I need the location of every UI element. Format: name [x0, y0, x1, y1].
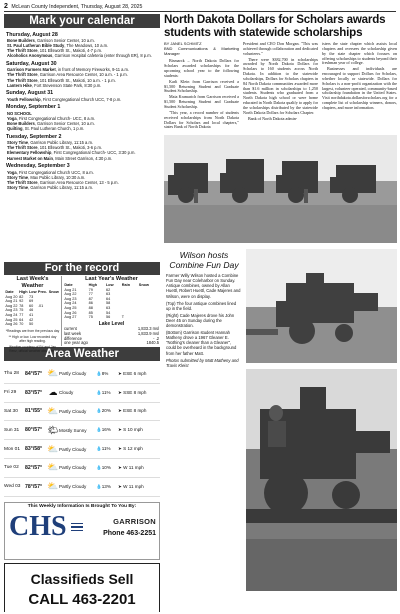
article-paragraph: Bank of North Dakota admin- [248, 115, 298, 121]
article-paragraph: Karli Klein from Garrison received a $1,500 Returning Student and Graduate Student Scholarship. [164, 78, 239, 94]
event-name: Quilting [7, 126, 23, 132]
forecast-day: Tue 02 [4, 465, 19, 471]
event-name: The Thrift Store [7, 48, 38, 54]
raindrop-icon: 💧 [96, 446, 102, 452]
calendar-day-heading: Wednesday, September 3 [6, 163, 70, 170]
sponsor-phone: Phone 463-2251 [103, 530, 156, 537]
forecast-temp: 81°/55° [25, 408, 43, 415]
calendar-event [6, 126, 159, 131]
wind-icon: ➤ [118, 446, 124, 452]
table-header-cell: Rain [121, 283, 131, 287]
table-cell: 58 [105, 301, 111, 306]
table-cell [38, 322, 49, 327]
table-row [5, 322, 60, 327]
wind-icon: ➤ [118, 389, 124, 395]
classifieds-headline: Classifieds Sell [30, 571, 134, 587]
partly-cloudy-icon: ⛅ [47, 368, 59, 379]
event-name: Story Time [7, 184, 29, 190]
forecast-precip-value: 20% [101, 408, 111, 414]
forecast-wind [118, 427, 160, 433]
forecast-row [4, 459, 160, 478]
table-cell: Aug 26 [5, 322, 18, 327]
event-detail: , First Congregational Church UCC, 7-8 p.m. [40, 96, 122, 102]
event-name: Story Time [7, 174, 29, 180]
last-week-weather [5, 276, 62, 353]
table-header-cell: Date [64, 283, 73, 287]
photo-gleaner [246, 369, 397, 591]
area-weather-forecast [4, 361, 160, 501]
chs-logo-mark-icon [71, 523, 83, 532]
forecast-day: Thu 28 [4, 371, 19, 377]
table-cell: 75 [19, 308, 24, 313]
table-cell: 85 [88, 310, 93, 315]
table-row [64, 315, 159, 320]
table-header-cell: Low [105, 283, 114, 287]
calendar-day [6, 163, 159, 190]
forecast-temp: 84°/57° [25, 370, 43, 377]
article-byline: BY JANEL SCHMITZ BND Communications & Marketing Manager [164, 41, 239, 56]
calendar-event [6, 83, 159, 88]
table-cell: Aug 27 [64, 315, 77, 320]
table-cell: 78 [19, 303, 24, 308]
table-header-cell: High [19, 290, 28, 294]
table-cell: 64 [105, 296, 111, 301]
event-detail: , Fort Stevenson State Park, 8:30 p.m. [31, 82, 102, 88]
table-cell: 46 [28, 308, 34, 313]
forecast-row [4, 421, 160, 440]
forecast-precip [96, 408, 118, 414]
caption-paragraph: (Right) Cade Majeres drove his John Deer 45 on Sunday during the demonstration. [166, 312, 235, 329]
forecast-precip-value: 8% [101, 370, 109, 376]
record-section [4, 275, 160, 353]
forecast-condition: Cloudy [59, 390, 74, 396]
calendar-day-heading: Thursday, August 28 [6, 31, 58, 38]
forecast-precip [96, 484, 118, 490]
forecast-wind-value: S 10 mph [123, 427, 143, 433]
classifieds-ad [4, 563, 160, 612]
weather-note: Weather courtesy of Ed and Jan Renz, official weather observers [8, 344, 57, 353]
table-cell [138, 315, 159, 320]
forecast-row [4, 440, 160, 459]
table-cell: Aug 25 [64, 305, 77, 310]
forecast-wind-value: W 11 mph [123, 483, 144, 489]
raindrop-icon: 💧 [96, 389, 102, 395]
partly-cloudy-icon: ⛅ [47, 481, 59, 492]
table-cell: 79 [88, 287, 93, 292]
forecast-wind [118, 371, 160, 377]
table-cell: 69 [28, 299, 34, 304]
lake-level-row [64, 341, 159, 346]
table-cell: 63 [105, 305, 111, 310]
article-column [164, 14, 397, 612]
table-cell: 87 [88, 296, 93, 301]
table-header-cell: Prec. [37, 290, 48, 294]
forecast-wind-value: S 12 mph [123, 446, 143, 452]
table-header-cell: Date [5, 290, 14, 294]
forecast-day: Fri 29 [4, 390, 17, 396]
table-cell: Aug 25 [5, 317, 18, 322]
forecast-precip-value: 10% [101, 464, 111, 470]
table-header-cell: Snow [48, 290, 59, 294]
table-cell: 56 [105, 315, 111, 320]
event-detail: , 101 Ellsworth St., Makoti, 10 a.m. - 1 p.m. [37, 77, 116, 83]
table-cell: Aug 23 [64, 296, 77, 301]
forecast-day: Sat 30 [4, 408, 18, 414]
last-year-table [64, 283, 159, 320]
forecast-temp: 78°/57° [25, 483, 43, 490]
table-cell: Aug 26 [64, 310, 77, 315]
table-cell: 70 [19, 322, 24, 327]
forecast-day: Sun 31 [4, 427, 20, 433]
table-cell: 54 [105, 310, 111, 315]
classifieds-phone: CALL 463-2201 [28, 591, 136, 608]
calendar-event [6, 156, 159, 161]
article-paragraph: There were $382,700 in scholarships awarded by North Dakota Dollars for Scholars to 160 students across North Dakota. In addition to the statewide scholarships, Dollars for Scholars chapters in 84 North Dakota communities awarded more than $1.6 million in scholarships to 1,250 students. Students who graduated from a North Dakota high school or were home educated in North Dakota qualify to apply for the scholarships distributed by the statewide North Dakota Dollars for Scholars Chapter. [243, 56, 318, 115]
last-year-weather [62, 276, 159, 346]
calendar-events [4, 28, 160, 261]
event-name: Garrison Farmers Market [7, 67, 56, 73]
forecast-row [4, 478, 160, 497]
event-detail: , St. Paul Lutheran Church, 1 p.m. [22, 126, 85, 132]
forecast-temp: 80°/57° [25, 427, 43, 434]
weather-note: ** High or low. Low recorded day after high reading. [8, 334, 57, 343]
calendar-event [6, 53, 159, 58]
event-detail: , in front of Memory Fireworks, 9-11 a.m. [55, 67, 130, 73]
page-folio [4, 2, 396, 12]
last-week-table [5, 290, 60, 327]
raindrop-icon: 💧 [96, 464, 102, 470]
table-cell: 77 [19, 312, 24, 317]
lake-level-label: one year ago [64, 340, 88, 346]
raindrop-icon: 💧 [96, 408, 102, 414]
event-name: Harvest Market on Main [7, 155, 53, 161]
caption-paragraph: (Top) The four antique combines lined up in the field. [166, 300, 237, 311]
photo-combines-lineup [164, 135, 397, 243]
wind-icon: ➤ [118, 408, 124, 414]
article-col-2 [243, 42, 318, 131]
forecast-temp: 83°/57° [25, 389, 43, 396]
event-name: The Thrift Store [7, 72, 38, 78]
forecast-precip [96, 465, 118, 471]
forecast-wind [118, 446, 160, 452]
forecast-precip [96, 390, 118, 396]
last-week-title: Last Week's Weather [16, 276, 49, 289]
lake-level-title: Lake Level [98, 320, 125, 327]
forecast-wind [118, 390, 160, 396]
mostly-sunny-icon: 🌤 [47, 424, 59, 435]
forecast-temp: 82°/57° [25, 464, 43, 471]
event-name: Bone Builders [7, 121, 35, 127]
event-name: Bone Builders [7, 38, 35, 43]
event-name: Yoga [7, 115, 17, 121]
lake-level-value: - .2 [153, 335, 159, 341]
table-cell: Aug 23 [5, 308, 18, 313]
forecast-day: Mon 01 [4, 446, 20, 452]
lake-level-table [64, 327, 159, 347]
partly-cloudy-icon: ⛅ [47, 443, 59, 454]
event-detail: , Garrison Public Library, 11:15 a.m. [28, 184, 94, 190]
raindrop-icon: 💧 [96, 483, 102, 489]
forecast-wind-value: ESE 6 mph [123, 370, 147, 376]
forecast-precip [96, 446, 118, 452]
event-detail: , Garrison Area Resource Center, 13 - 5 p.m. [37, 179, 119, 185]
wind-icon: ➤ [118, 370, 124, 376]
event-detail: , First Congregational Church- UCC, 3:30 p.m. [51, 150, 136, 156]
forecast-condition: Partly Cloudy [59, 371, 87, 377]
article-body [164, 42, 397, 131]
event-detail: , Garrison Area Resource Center, 10 a.m. - 1 p.m. [37, 72, 128, 78]
forecast-day: Wed 03 [4, 484, 21, 490]
forecast-wind-value: W 11 mph [123, 464, 144, 470]
partly-cloudy-icon: ⛅ [47, 405, 59, 416]
calendar-day-heading: Saturday, August 30 [6, 60, 57, 67]
table-cell: 92 [19, 299, 24, 304]
calendar-day [6, 61, 159, 88]
event-detail: , Garrison Senior Center, 10 a.m. [34, 121, 95, 127]
event-detail: , First Congregational Church- UCC, 8 a.m. [16, 115, 96, 121]
calendar-day-heading: Tuesday, September 2 [6, 133, 62, 140]
partly-cloudy-icon: ⛅ [47, 462, 59, 473]
caption-title: Wilson hosts Combine Fun Day [169, 250, 239, 270]
event-detail: , The Meadows, 10 a.m. [64, 43, 109, 49]
sponsor-title: This Weekly Information Is Brought To You By: [27, 504, 137, 509]
caption-paragraph: Photos submitted by Matt Matheny and Travis Kleist [166, 357, 239, 368]
lake-level-label: current [64, 325, 77, 331]
table-cell [48, 322, 60, 327]
table-cell: 86 [88, 301, 93, 306]
cloudy-icon: ☁ [48, 387, 58, 398]
forecast-precip-value: 13% [101, 483, 111, 489]
article-col-1 [164, 42, 239, 131]
table-cell: 42 [28, 317, 34, 322]
event-name: Lantern Hike [7, 82, 32, 88]
forecast-precip-value: 11% [101, 389, 111, 395]
wind-icon: ➤ [118, 427, 124, 433]
sponsor-box [4, 502, 160, 560]
calendar-day-heading: Sunday, August 31 [6, 90, 54, 97]
event-name: Story Time [7, 140, 29, 146]
table-cell: 73 [28, 294, 34, 299]
event-detail: , First Congregational Church UCC, 8 a.m. [16, 169, 94, 175]
article-paragraph: President and CEO Don Morgan. "This was achieved through collaboration and dedicated volunteers." [243, 41, 318, 56]
area-weather-title: Area Weather [4, 347, 160, 361]
event-name: Youth Fellowship [7, 96, 41, 102]
event-name: The Thrift Store [7, 145, 38, 151]
raindrop-icon: 💧 [96, 427, 102, 433]
table-cell: 82 [19, 294, 24, 299]
table-cell: 88 [88, 305, 93, 310]
event-detail: , 101 Ellsworth St., Makoti, 4-7 p.m. [37, 48, 103, 54]
table-cell: 60 [28, 303, 34, 308]
sponsor-name: GARRISON [113, 517, 156, 526]
record-title: For the record [4, 262, 160, 275]
caption-paragraph: Farmer Willy Wilson hosted a Combine Fun Day near Coleharbor on Sunday. Antique combines, owned by Allan Huettl, Robert Huettl, Cade Majeres and Wilson, were on display. [166, 273, 241, 299]
table-cell: 41 [28, 312, 34, 317]
article-paragraph: Businesses and individuals are encouraged to support Dollars for Scholars, whether locally or statewide. Dollars for Scholars is a non-profit organization with the largest, volunteer operated, community-based scholarship foundation in the United States. Visit northdakota.dollarsforscholars.org for a complete list of scholarship winners, donors, chapters, and more information. [322, 66, 397, 110]
article-paragraph: Bismarck – North Dakota Dollars for Scholars awarded scholarships for the upcoming school year to the following students: [164, 58, 239, 78]
table-cell: Aug 20 [5, 294, 18, 299]
table-cell: 62 [105, 287, 111, 292]
forecast-precip-value: 11% [101, 446, 111, 452]
article-col-3 [322, 42, 397, 131]
event-name: Yoga [7, 169, 17, 175]
article-paragraph: "This year, a record number of students received scholarships from North Dakota Dollars for Scholars and local chapters," states Bank of North Dakota [164, 109, 239, 130]
event-name: Elementary Fellowship [7, 150, 52, 156]
event-detail: , 101 Ellsworth St., Makoti, 3-6 p.m. [37, 145, 103, 151]
event-detail: , Main Street Garrison, 4:30 p.m. [52, 155, 113, 161]
wind-icon: ➤ [118, 464, 124, 470]
event-name: Alcoholics Anonymous [7, 53, 53, 59]
table-header-cell: Low [28, 290, 37, 294]
lake-level-label: last week [64, 330, 82, 336]
forecast-wind-value: ESE 8 mph [123, 408, 147, 414]
forecast-condition: Partly Cloudy [59, 446, 87, 452]
lake-level-value: 1,833.3 msl [137, 325, 159, 331]
page-number: 2 [4, 3, 8, 10]
event-name: The Thrift Store [7, 77, 38, 83]
photo-caption [164, 249, 244, 419]
forecast-row [4, 365, 160, 384]
forecast-wind-value: SSE 8 mph [123, 389, 147, 395]
event-detail: , Garrison Public Library, 11:15 a.m. [28, 140, 94, 146]
caption-paragraph: (Bottom) Garrison student Hannah Matheny drove a 1967 Gleaner E. "Nothing's cleaner than a Gleaner", could be overheard in the background from her father Matt. [166, 330, 237, 356]
calendar-title: Mark your calendar [4, 14, 160, 28]
caption-body [166, 273, 242, 368]
calendar-day-heading: Monday, September 1 [6, 104, 61, 111]
lake-level-label: difference [64, 335, 82, 341]
left-column [4, 14, 160, 612]
last-year-title: Last Year's Weather [85, 276, 138, 282]
event-detail: , Garrison Senior Center, 10 a.m. [34, 38, 95, 43]
forecast-precip-value: 16% [101, 427, 111, 433]
lake-level-value: 1840.5 [146, 340, 159, 346]
table-cell: 77 [88, 292, 93, 297]
table-cell: .01 [37, 303, 44, 308]
forecast-row [4, 403, 160, 422]
forecast-condition: Mostly Sunny [59, 427, 87, 433]
calendar-day [6, 90, 159, 102]
raindrop-icon: 💧 [96, 370, 102, 376]
calendar-day [6, 104, 159, 131]
article-paragraph: isters the state chapter which assists local chapters and oversees the scholarship given by the state chapter which focuses on offering scholarships to students beyond their freshman year of college. [322, 41, 397, 66]
forecast-wind [118, 408, 160, 414]
photo-spread [164, 135, 397, 591]
forecast-precip [96, 371, 118, 377]
table-cell: Aug 22 [5, 303, 18, 308]
forecast-condition: Partly Cloudy [59, 408, 87, 414]
lake-level-value: 1,833.9 msl [137, 330, 159, 336]
table-cell: 64 [19, 317, 24, 322]
table-cell: Aug 24 [64, 301, 77, 306]
table-cell: T [121, 315, 125, 320]
event-detail: , Max Public Library, 10:30 a.m. [28, 174, 86, 180]
table-cell: Aug 21 [5, 299, 18, 304]
table-cell: Aug 22 [64, 292, 77, 297]
calendar-event [6, 97, 159, 102]
table-header-cell: High [88, 283, 98, 287]
calendar-event [6, 185, 159, 190]
table-cell: 63 [105, 292, 111, 297]
forecast-wind [118, 465, 160, 471]
forecast-condition: Partly Cloudy [59, 465, 87, 471]
article-headline: North Dakota Dollars for Scholars awards students with statewide scholarships [164, 14, 386, 39]
table-cell: 50 [28, 322, 34, 327]
table-cell: Aug 21 [64, 287, 77, 292]
forecast-wind [118, 484, 160, 490]
article-paragraph: Maia Kramarich from Garrison received a $1,500 Returning Student and Graduate Student Scholarship. [164, 94, 239, 109]
wind-icon: ➤ [118, 483, 124, 489]
table-header-cell: Snow [138, 283, 149, 287]
event-name: NO SCHOOL [7, 110, 32, 116]
chs-logo: CHS [9, 511, 67, 542]
table-header-row [5, 290, 60, 295]
photo-john-deere [246, 249, 397, 363]
dateline: McLean County Independent, Thursday, August 28, 2025 [11, 4, 143, 10]
event-name: The Thrift Store [7, 179, 38, 185]
weather-note: *Readings are from the previous day [5, 328, 60, 333]
table-cell: 75 [88, 315, 93, 320]
forecast-precip [96, 427, 118, 433]
table-cell: Aug 24 [5, 312, 18, 317]
event-detail: , Garrison Hospital cafeteria (enter through ER), 8 p.m. [52, 53, 152, 59]
event-name: St. Paul Lutheran Bible Study [7, 43, 65, 49]
forecast-condition: Partly Cloudy [59, 484, 87, 490]
forecast-row [4, 384, 160, 403]
forecast-temp: 83°/58° [25, 446, 43, 453]
calendar-day [6, 32, 159, 59]
calendar-day [6, 134, 159, 161]
